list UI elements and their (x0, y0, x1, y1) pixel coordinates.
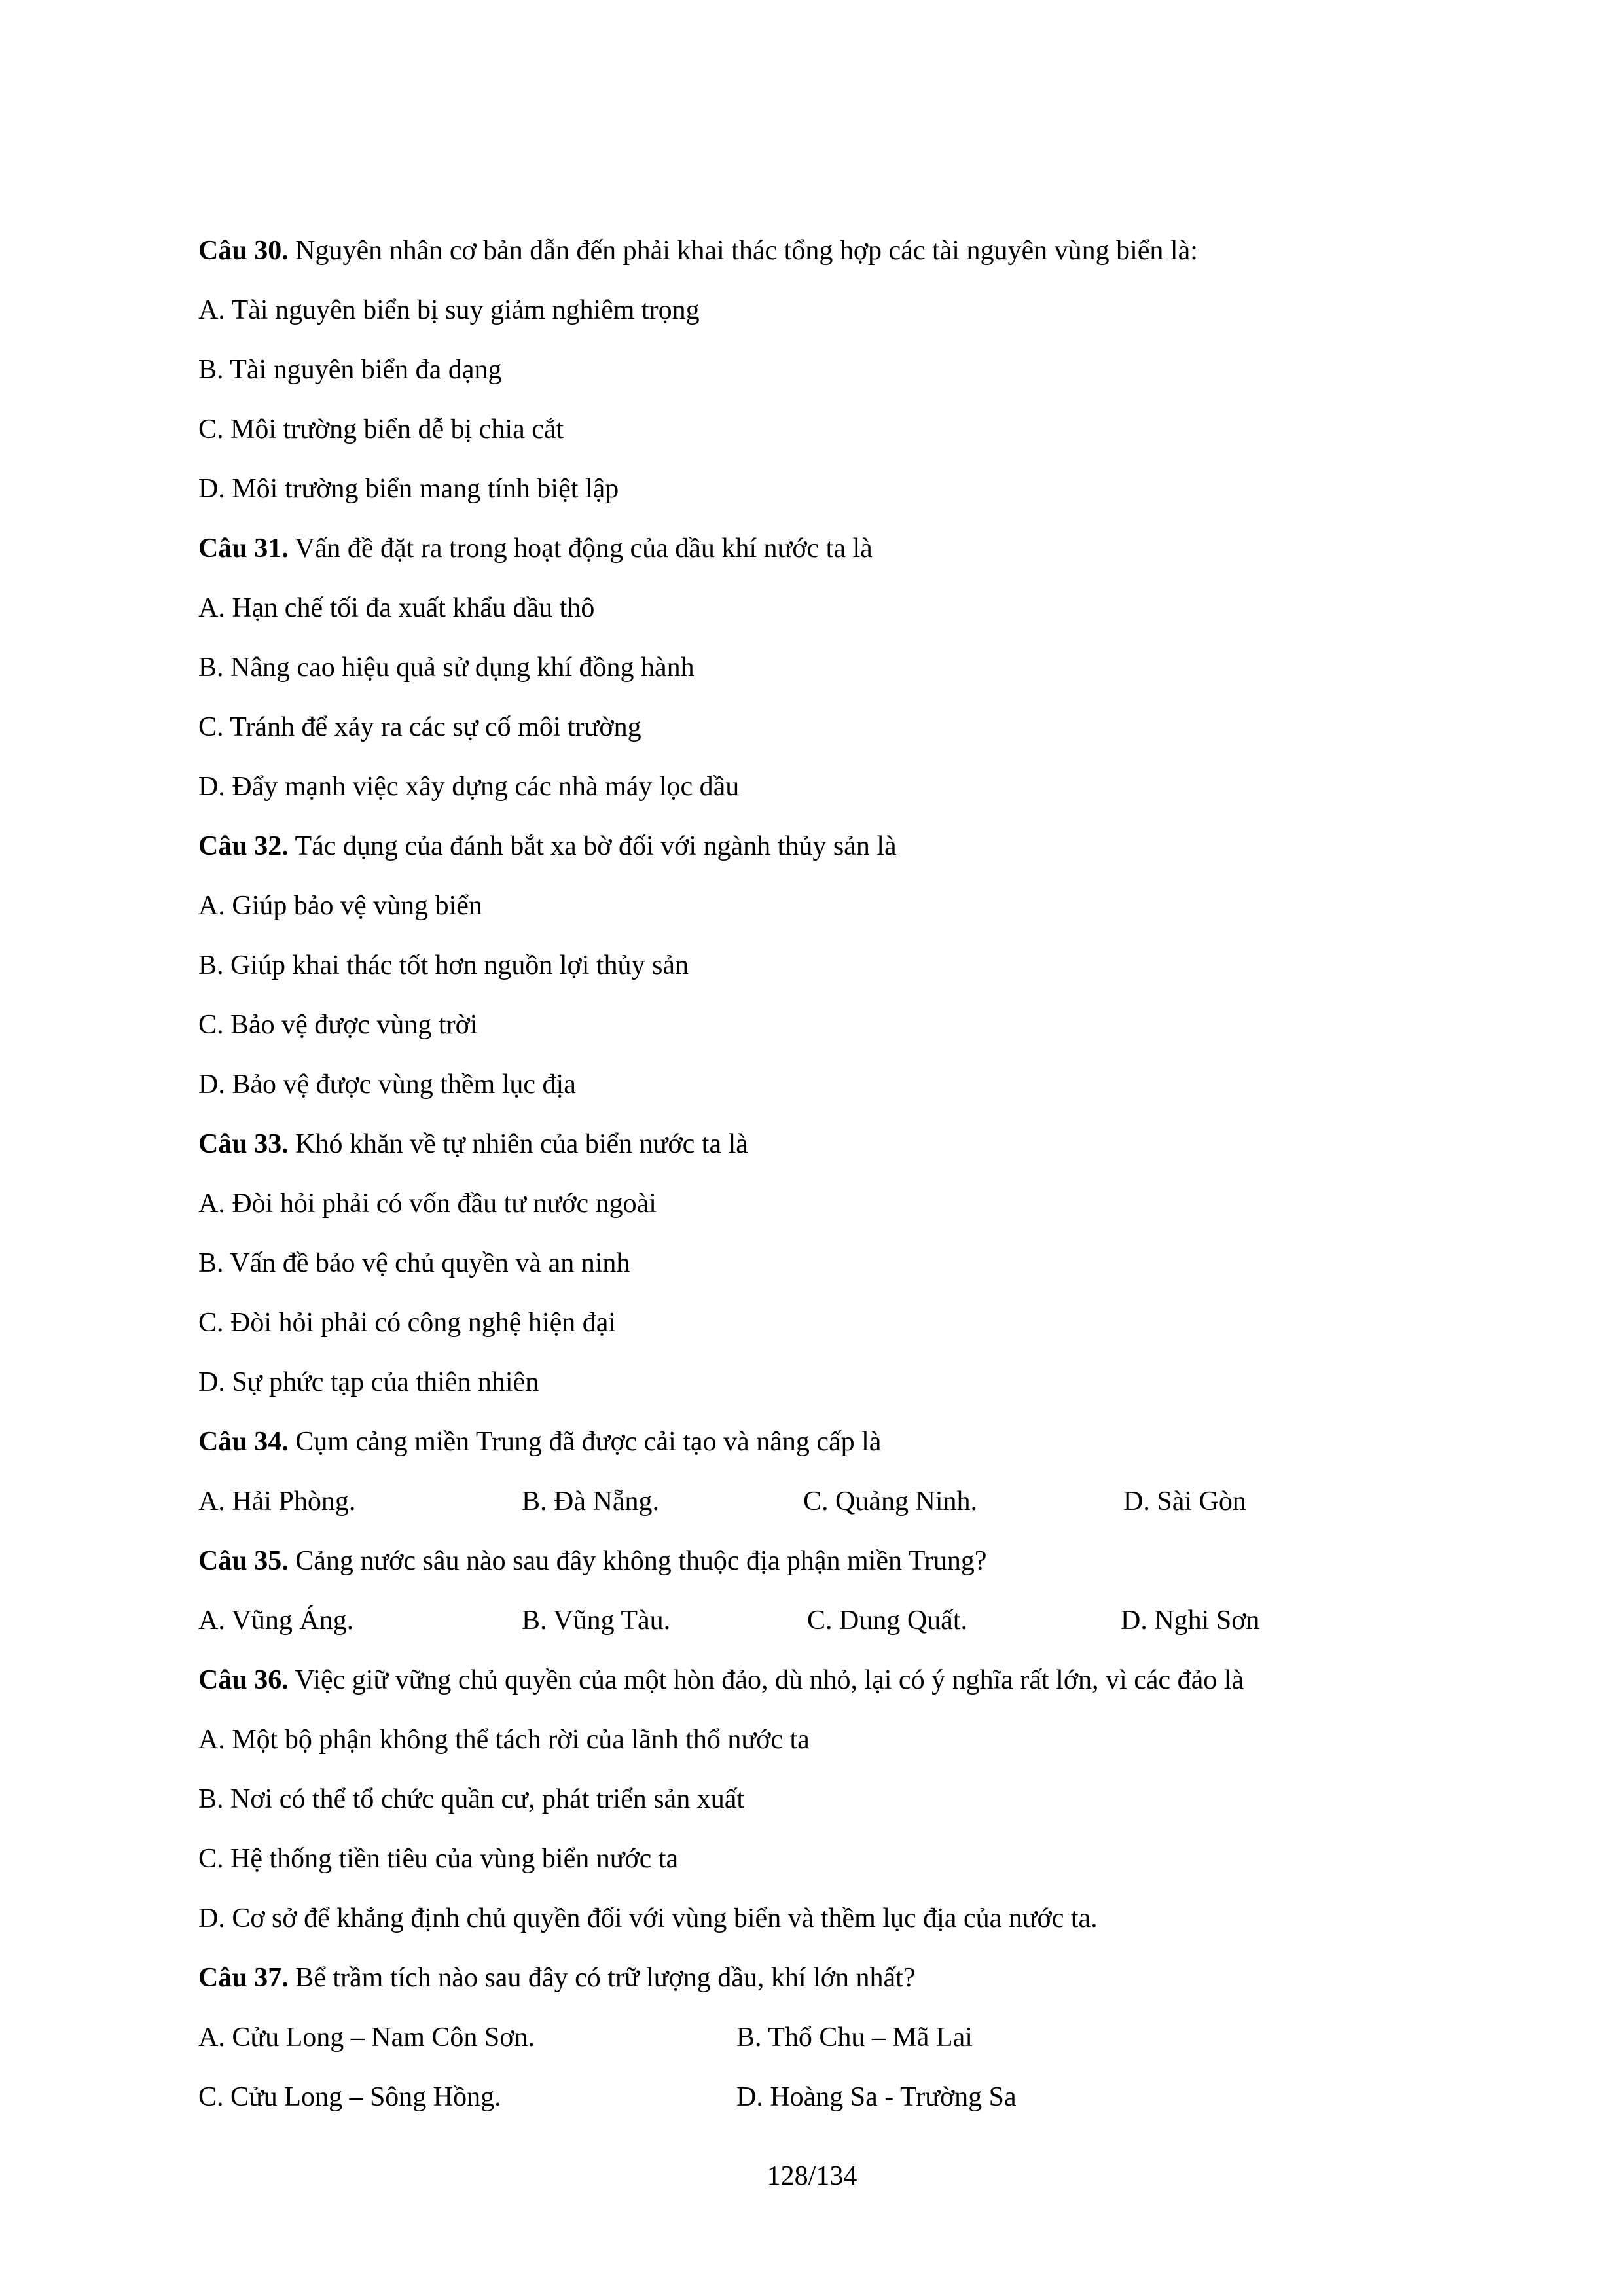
question-label: Câu 36. (198, 1665, 289, 1695)
option: B. Vấn đề bảo vệ chủ quyền và an ninh (198, 1248, 630, 1278)
question-32 (198, 830, 897, 863)
option: C. Môi trường biển dễ bị chia cắt (198, 414, 564, 444)
question-label: Câu 34. (198, 1427, 289, 1457)
question-label: Câu 31. (198, 533, 289, 564)
option: B. Nơi có thể tổ chức quần cư, phát triển sản xuất (198, 1784, 745, 1814)
option: A. Vũng Áng. (198, 1605, 354, 1636)
question-text: Vấn đề đặt ra trong hoạt động của dầu khí nước ta là (288, 533, 873, 564)
question-34 (198, 1426, 881, 1458)
option: B. Nâng cao hiệu quả sử dụng khí đồng hành (198, 653, 695, 683)
option: A. Hải Phòng. (198, 1486, 356, 1516)
question-33 (198, 1128, 748, 1160)
option: B. Vũng Tàu. (522, 1605, 671, 1636)
question-text: Cảng nước sâu nào sau đây không thuộc địa phận miền Trung? (288, 1546, 987, 1576)
option: B. Thổ Chu – Mã Lai (736, 2022, 973, 2053)
option: D. Nghi Sơn (1121, 1605, 1260, 1636)
question-label: Câu 30. (198, 236, 289, 266)
option: D. Bảo vệ được vùng thềm lục địa (198, 1069, 576, 1100)
option: D. Cơ sở để khẳng định chủ quyền đối với vùng biển và thềm lục địa của nước ta. (198, 1903, 1098, 1933)
question-text: Tác dụng của đánh bắt xa bờ đối với ngành thủy sản là (288, 831, 897, 861)
option: A. Đòi hỏi phải có vốn đầu tư nước ngoài (198, 1189, 657, 1219)
option: C. Đòi hỏi phải có công nghệ hiện đại (198, 1308, 617, 1338)
option: B. Tài nguyên biển đa dạng (198, 355, 502, 385)
option: A. Hạn chế tối đa xuất khẩu dầu thô (198, 593, 595, 623)
question-label: Câu 37. (198, 1963, 289, 1993)
option: D. Hoàng Sa - Trường Sa (736, 2082, 1017, 2112)
question-label: Câu 33. (198, 1129, 289, 1159)
option: A. Tài nguyên biển bị suy giảm nghiêm trọng (198, 295, 700, 325)
option: A. Cửu Long – Nam Côn Sơn. (198, 2022, 535, 2053)
option: D. Sài Gòn (1123, 1486, 1246, 1516)
question-text: Nguyên nhân cơ bản dẫn đến phải khai thác tổng hợp các tài nguyên vùng biển là: (288, 236, 1198, 266)
option: C. Tránh để xảy ra các sự cố môi trường (198, 712, 641, 742)
question-36 (198, 1664, 1244, 1696)
option: C. Hệ thống tiền tiêu của vùng biển nước ta (198, 1844, 679, 1874)
page-number: 128/134 (767, 2161, 857, 2191)
option: C. Bảo vệ được vùng trời (198, 1010, 478, 1040)
question-text: Việc giữ vững chủ quyền của một hòn đảo, dù nhỏ, lại có ý nghĩa rất lớn, vì các đảo là (288, 1665, 1244, 1695)
option: A. Giúp bảo vệ vùng biển (198, 891, 482, 921)
question-text: Khó khăn về tự nhiên của biển nước ta là (288, 1129, 748, 1159)
option: C. Dung Quất. (807, 1605, 967, 1636)
question-37 (198, 1962, 915, 1994)
option: B. Giúp khai thác tốt hơn nguồn lợi thủy sản (198, 950, 689, 980)
option: C. Cửu Long – Sông Hồng. (198, 2082, 501, 2112)
question-text: Cụm cảng miền Trung đã được cải tạo và nâng cấp là (288, 1427, 882, 1457)
question-35 (198, 1545, 987, 1577)
question-label: Câu 35. (198, 1546, 289, 1576)
option: A. Một bộ phận không thể tách rời của lãnh thổ nước ta (198, 1725, 810, 1755)
option: D. Môi trường biển mang tính biệt lập (198, 474, 619, 504)
question-30 (198, 234, 1198, 267)
question-text: Bể trầm tích nào sau đây có trữ lượng dầu, khí lớn nhất? (288, 1963, 916, 1993)
option: C. Quảng Ninh. (803, 1486, 977, 1516)
question-31 (198, 532, 873, 565)
option: D. Sự phức tạp của thiên nhiên (198, 1367, 539, 1397)
question-label: Câu 32. (198, 831, 289, 861)
option: D. Đẩy mạnh việc xây dựng các nhà máy lọc dầu (198, 772, 740, 802)
option: B. Đà Nẵng. (522, 1486, 659, 1516)
